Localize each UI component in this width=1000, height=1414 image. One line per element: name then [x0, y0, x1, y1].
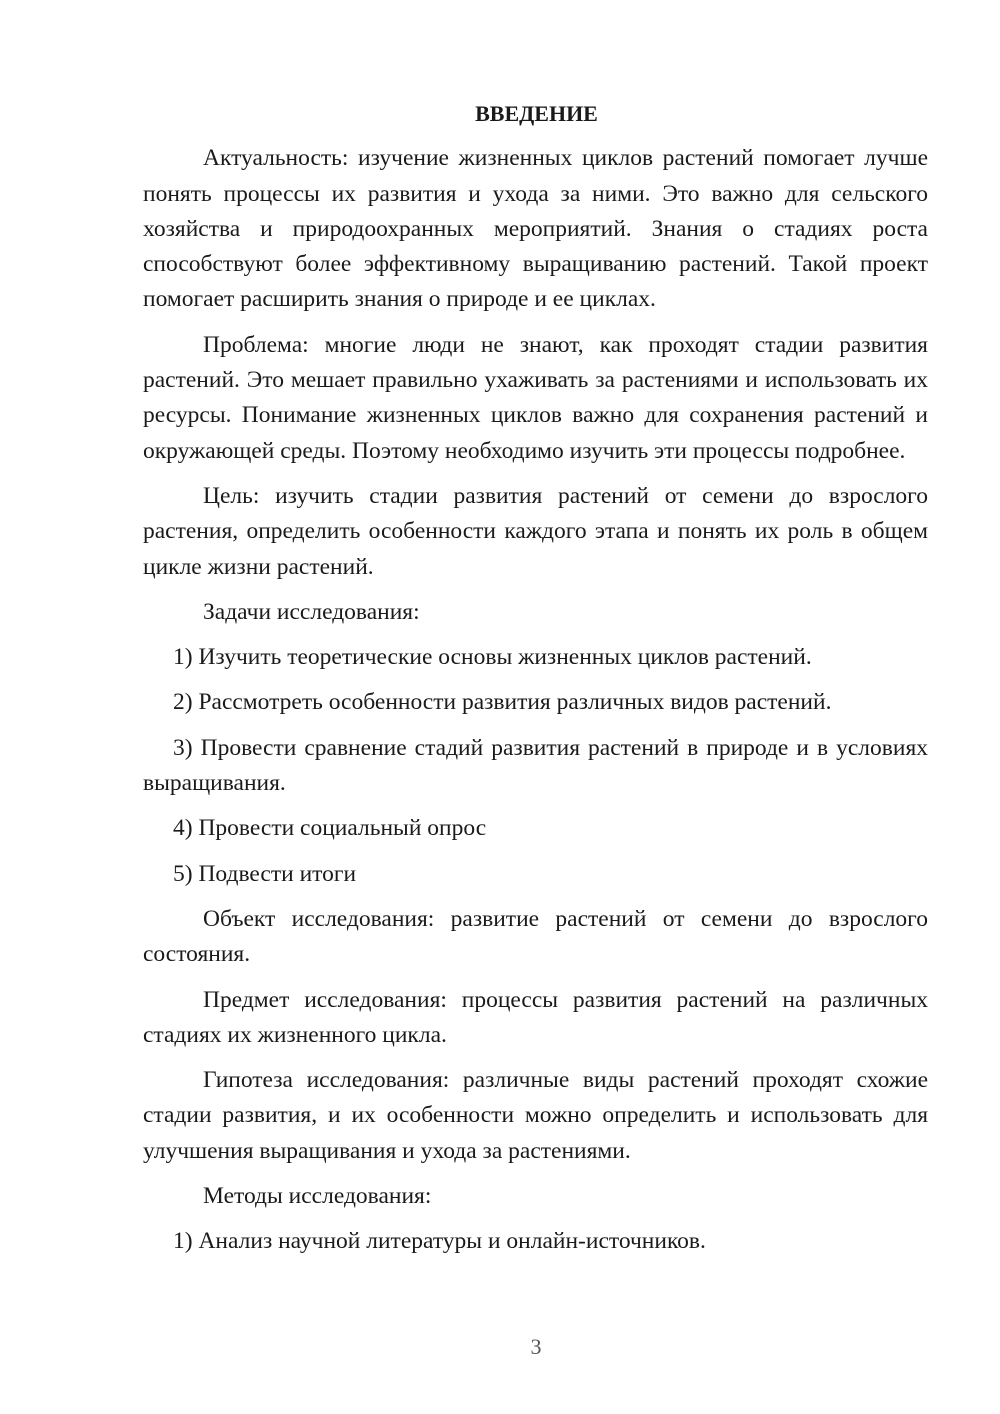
- relevance-paragraph: Актуальность: изучение жизненных циклов растений помогает лучше понять процессы их развития и ухода за ними. Это важно для сельского хозяйства и природоохранных мероприятий. Знания о стадиях роста способствуют более эффективному выращиванию растений. Такой проект помогает расширить знания о природе и ее циклах.: [143, 145, 928, 313]
- tasks-heading: Задачи исследования:: [203, 598, 420, 625]
- task-item: 4) Провести социальный опрос: [173, 815, 487, 842]
- tasks-list: [143, 640, 928, 892]
- method-item: 1) Анализ научной литературы и онлайн-источников.: [173, 1228, 706, 1255]
- methods-list: [143, 1224, 928, 1259]
- page-title: ВВЕДЕНИЕ: [475, 101, 598, 126]
- goal-paragraph: Цель: изучить стадии развития растений от семени до взрослого растения, определить особенности каждого этапа и понять их роль в общем цикле жизни растений.: [143, 482, 928, 580]
- object-paragraph: Объект исследования: развитие растений от семени до взрослого состояния.: [143, 905, 928, 968]
- page-content: [143, 96, 928, 1270]
- methods-heading: Методы исследования:: [203, 1183, 432, 1210]
- page-number: 3: [530, 1334, 542, 1359]
- task-item: 3) Провести сравнение стадий развития растений в природе и в условиях выращивания.: [143, 734, 928, 797]
- subject-paragraph: Предмет исследования: процессы развития растений на различных стадиях их жизненного цикла.: [143, 986, 928, 1048]
- task-item: 1) Изучить теоретические основы жизненных циклов растений.: [173, 644, 812, 671]
- problem-paragraph: Проблема: многие люди не знают, как проходят стадии развития растений. Это мешает правильно ухаживать за растениями и использовать их ресурсы. Понимание жизненных циклов важно для сохранения растений и окружающей среды. Поэтому необходимо изучить эти процессы подробнее.: [143, 331, 928, 464]
- task-item: 5) Подвести итоги: [173, 860, 357, 887]
- task-item: 2) Рассмотреть особенности развития различных видов растений.: [173, 689, 832, 716]
- hypothesis-paragraph: Гипотеза исследования: различные виды растений проходят схожие стадии развития, и их особенности можно определить и использовать для улучшения выращивания и ухода за растениями.: [143, 1067, 928, 1164]
